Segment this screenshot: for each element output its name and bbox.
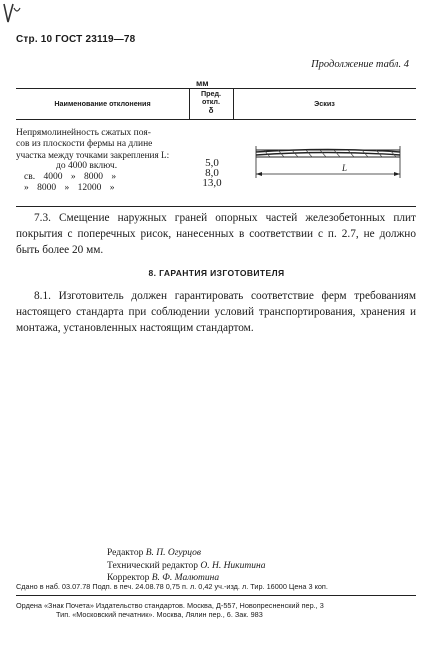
imprint-line-3: Тип. «Московский печатник». Москва, Лялин пер., 6. Зак. 983 bbox=[56, 610, 263, 619]
handwritten-mark bbox=[0, 0, 40, 30]
section-8-title: 8. ГАРАНТИЯ ИЗГОТОВИТЕЛЯ bbox=[148, 268, 285, 278]
row-desc-3: участка между точками закрепления L: bbox=[16, 150, 170, 160]
tech-editor-line bbox=[107, 560, 265, 573]
editor-line bbox=[107, 547, 265, 560]
row-desc-2: сов из плоскости фермы на длине bbox=[16, 139, 153, 149]
editor-label: Редактор bbox=[107, 548, 144, 558]
table-bottom-rule bbox=[16, 206, 416, 207]
col-header-name: Наименование отклонения bbox=[54, 99, 151, 108]
row-desc-6: » 8000 » 12000 » bbox=[24, 183, 115, 193]
row-desc-1: Непрямолинейность сжатых поя- bbox=[16, 128, 151, 138]
tolerance-value-2: 8,0 bbox=[205, 167, 219, 179]
corrector-name: В. Ф. Малютина bbox=[151, 573, 220, 583]
corrector-label: Корректор bbox=[107, 573, 150, 583]
imprint-line-2: Ордена «Знак Почета» Издательство стандартов. Москва, Д-557, Новопресненский пер., 3 bbox=[16, 601, 324, 610]
page-header: Стр. 10 ГОСТ 23119—78 bbox=[16, 34, 136, 45]
editor-name: В. П. Огурцов bbox=[145, 548, 202, 558]
editorial-credits bbox=[107, 547, 265, 585]
col-header-sketch: Эскиз bbox=[314, 99, 335, 108]
truss-chord-sketch bbox=[250, 140, 410, 190]
row-desc-4: до 4000 включ. bbox=[56, 161, 118, 171]
imprint-rule bbox=[16, 595, 416, 596]
col-header-tolerance-1: Пред. bbox=[200, 89, 222, 98]
tech-editor-name: О. Н. Никитина bbox=[200, 560, 266, 571]
col-header-tolerance-2: откл. bbox=[202, 97, 220, 106]
row-desc-5: св. 4000 » 8000 » bbox=[24, 172, 117, 182]
table-header-rule bbox=[16, 119, 416, 120]
tech-editor-label: Технический редактор bbox=[107, 560, 198, 571]
clause-8-1: 8.1. Изготовитель должен гарантировать соответствие ферм требованиям настоящего стандарта при соблюдении условий транспортирования, хранения и монтажа, установленных настоящим стандартом. bbox=[16, 290, 416, 334]
imprint-line-1: Сдано в наб. 03.07.78 Подп. в печ. 24.08.78 0,75 п. л. 0,42 уч.-изд. л. Тир. 16000 Цена 3 коп. bbox=[16, 582, 328, 591]
clause-7-3: 7.3. Смещение наружных граней опорных частей железобетонных плит покрытия с поперечных рисок, нанесенных в соответствии с п. 2.7, не должно быть более 20 мм. bbox=[16, 212, 416, 256]
col-header-tolerance-3: δ bbox=[208, 106, 214, 115]
sketch-label-L: L bbox=[342, 163, 348, 173]
table-unit: мм bbox=[196, 78, 209, 88]
table-continuation: Продолжение табл. 4 bbox=[311, 59, 409, 70]
tolerance-value-1: 5,0 bbox=[205, 157, 219, 169]
tolerance-value-3: 13,0 bbox=[202, 177, 222, 189]
